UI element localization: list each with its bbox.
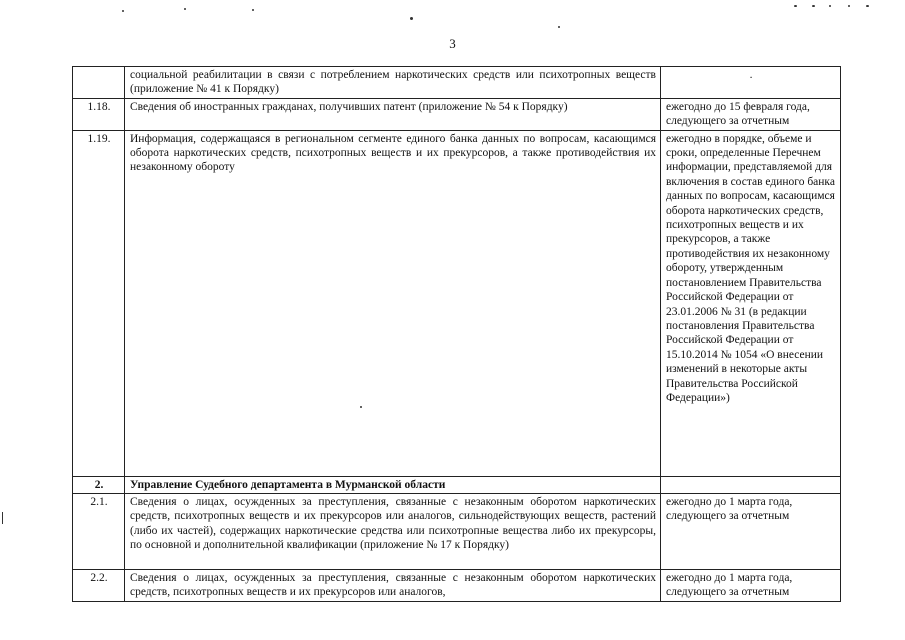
table-row [73, 494, 841, 570]
section-number: 2. [73, 476, 125, 493]
scan-speck [410, 17, 413, 20]
row-description: Сведения об иностранных гражданах, получивших патент (приложение № 54 к Порядку) [125, 98, 661, 130]
row-deadline: . [661, 67, 841, 99]
scan-speck [184, 8, 186, 10]
row-description: Сведения о лицах, осужденных за преступления, связанные с незаконным оборотом наркотических средств, психотропных веществ и их прекурсоров или аналогов, [125, 570, 661, 602]
row-number: 2.2. [73, 570, 125, 602]
scan-speck [812, 5, 815, 7]
scan-speck [122, 10, 124, 12]
section-empty-cell [661, 476, 841, 493]
table-row [73, 130, 841, 476]
row-deadline: ежегодно до 1 марта года, следующего за отчетным [661, 494, 841, 570]
page-number: 3 [449, 36, 456, 51]
scan-speck [2, 512, 3, 524]
row-number: 1.19. [73, 130, 125, 476]
row-description: Сведения о лицах, осужденных за преступления, связанные с незаконным оборотом наркотических средств, психотропных веществ и их прекурсоров или аналогов, сильнодействующих веществ, растений (либо их частей), содержащих наркотические средства или психотропные вещества либо их прекурсоры, по основной и дополнительной квалификации (приложение № 17 к Порядку) [125, 494, 661, 570]
section-title: Управление Судебного департамента в Мурманской области [125, 476, 661, 493]
scan-speck [829, 5, 831, 7]
scan-speck [866, 5, 869, 7]
row-description: социальной реабилитации в связи с потреблением наркотических средств или психотропных веществ (приложение № 41 к Порядку) [125, 67, 661, 99]
table-row [73, 98, 841, 130]
row-number: 1.18. [73, 98, 125, 130]
row-deadline: ежегодно до 1 марта года, следующего за отчетным [661, 570, 841, 602]
row-description: Информация, содержащаяся в региональном сегменте единого банка данных по вопросам, касающимся оборота наркотических средств, психотропных веществ и их прекурсоров, а также противодействия их незаконному обороту [125, 130, 661, 476]
row-deadline: ежегодно до 15 февраля года, следующего за отчетным [661, 98, 841, 130]
scan-speck [848, 5, 850, 7]
report-table [72, 66, 841, 602]
section-row [73, 476, 841, 493]
table-row [73, 570, 841, 602]
scan-speck [794, 5, 797, 7]
row-deadline: ежегодно в порядке, объеме и сроки, определенные Перечнем информации, представляемой для включения в состав единого банка данных по вопросам, касающимся оборота наркотических средств, психотропных веществ и их прекурсоров, а также противодействия их незаконному обороту, утвержденным постановлением Правительства Российской Федерации от 23.01.2006 № 31 (в редакции постановления Правительства Российской Федерации от 15.10.2014 № 1054 «О внесении изменений в некоторые акты Правительства Российской Федерации») [661, 130, 841, 476]
row-number: 2.1. [73, 494, 125, 570]
row-number [73, 67, 125, 99]
table-row [73, 67, 841, 99]
scan-speck [252, 9, 254, 11]
scan-speck [558, 26, 560, 28]
